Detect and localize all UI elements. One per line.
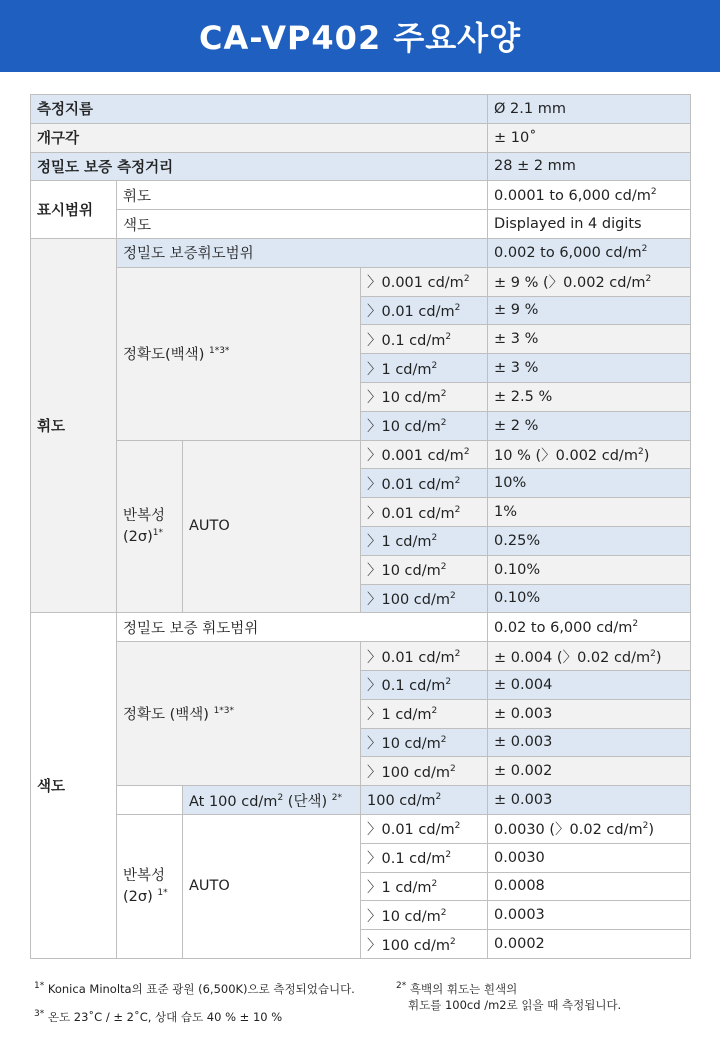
lum-acc-cond: 〉10 $cd/m^2$ bbox=[361, 382, 488, 411]
table-row bbox=[31, 238, 691, 267]
lum-acc-cond: 〉1 $cd/m^2$ bbox=[361, 354, 488, 383]
table-row bbox=[31, 267, 691, 296]
chrom-rep-cond: 〉10 $cd/m^2$ bbox=[361, 901, 488, 930]
chrom-acc-val: ± 0.004 (〉0.02 $cd/m^2$) bbox=[488, 642, 691, 671]
distance-label: 정밀도 보증 측정거리 bbox=[31, 152, 488, 181]
lum-rep-cond: 〉0.01 $cd/m^2$ bbox=[361, 498, 488, 527]
spec-table bbox=[30, 94, 691, 959]
chrom-range-label: 정밀도 보증 휘도범위 bbox=[117, 613, 488, 642]
table-row bbox=[31, 152, 691, 181]
lum-rep-val: 1% bbox=[488, 498, 691, 527]
chrom-mono-cond: 100 $cd/m^2$ bbox=[361, 786, 488, 815]
lum-rep-val: 10 % (〉0.002 $cd/m^2$) bbox=[488, 440, 691, 469]
table-row bbox=[31, 95, 691, 124]
chrom-acc-val: ± 0.004 bbox=[488, 670, 691, 699]
chrom-rep-val: 0.0008 bbox=[488, 872, 691, 901]
chrom-acc-cond: 〉10 $cd/m^2$ bbox=[361, 728, 488, 757]
display-range-label: 표시범위 bbox=[31, 181, 117, 239]
lum-acc-val: ± 9 % bbox=[488, 296, 691, 325]
chrom-acc-val: ± 0.002 bbox=[488, 757, 691, 786]
chrom-repeat-label: 반복성 (2σ) $^{1*}$ bbox=[117, 814, 183, 958]
lum-range-value: 0.002 to 6,000 $cd/m^2$ bbox=[488, 238, 691, 267]
footnote-3: $^{3*}$ 온도 23˚C / ± 2˚C, 상대 습도 40 % ± 10 % bbox=[34, 1009, 283, 1024]
table-row bbox=[31, 123, 691, 152]
lum-acc-cond: 〉0.01 $cd/m^2$ bbox=[361, 296, 488, 325]
chromaticity-section-label: 색도 bbox=[31, 613, 117, 959]
table-row bbox=[31, 642, 691, 671]
aperture-value: Ø 2.1 mm bbox=[488, 95, 691, 124]
lum-repeat-label: 반복성 $(2\sigma)^{1*}$ bbox=[117, 440, 183, 613]
display-chrom-value: Displayed in 4 digits bbox=[488, 210, 691, 239]
chrom-acc-cond: 〉1 $cd/m^2$ bbox=[361, 699, 488, 728]
lum-rep-cond: 〉1 $cd/m^2$ bbox=[361, 526, 488, 555]
chrom-mono-spacer bbox=[117, 786, 183, 815]
chrom-rep-cond: 〉100 $cd/m^2$ bbox=[361, 930, 488, 959]
footnote-1: $^{1*}$ Konica Minolta의 표준 광원 (6,500K)으로 측정되었습니다. bbox=[34, 981, 355, 996]
chrom-acc-cond: 〉0.1 $cd/m^2$ bbox=[361, 670, 488, 699]
lum-acc-cond: 〉10 $cd/m^2$ bbox=[361, 411, 488, 440]
chrom-mono-val: ± 0.003 bbox=[488, 786, 691, 815]
chrom-rep-val: 0.0030 bbox=[488, 843, 691, 872]
lum-rep-cond: 〉0.001 $cd/m^2$ bbox=[361, 440, 488, 469]
lum-acc-val: ± 3 % bbox=[488, 354, 691, 383]
display-chrom-label: 색도 bbox=[117, 210, 488, 239]
angle-label: 개구각 bbox=[31, 123, 488, 152]
lum-rep-val: 10% bbox=[488, 469, 691, 498]
display-lum-value: 0.0001 to 6,000 $cd/m^2$ bbox=[488, 181, 691, 210]
chrom-repeat-mode: AUTO bbox=[183, 814, 361, 958]
chrom-acc-val: ± 0.003 bbox=[488, 699, 691, 728]
table-row bbox=[31, 181, 691, 210]
lum-repeat-mode: AUTO bbox=[183, 440, 361, 613]
luminance-section-label: 휘도 bbox=[31, 238, 117, 612]
angle-value: ± 10˚ bbox=[488, 123, 691, 152]
table-row bbox=[31, 786, 691, 815]
lum-acc-val: ± 3 % bbox=[488, 325, 691, 354]
chrom-mono-label: At 100 $cd/m^2$ (단색) $^{2*}$ bbox=[183, 786, 361, 815]
table-row bbox=[31, 814, 691, 843]
table-row bbox=[31, 210, 691, 239]
lum-rep-cond: 〉0.01 $cd/m^2$ bbox=[361, 469, 488, 498]
lum-acc-val: ± 2 % bbox=[488, 411, 691, 440]
chrom-acc-cond: 〉100 $cd/m^2$ bbox=[361, 757, 488, 786]
display-lum-label: 휘도 bbox=[117, 181, 488, 210]
chrom-rep-cond: 〉0.1 $cd/m^2$ bbox=[361, 843, 488, 872]
chrom-rep-cond: 〉0.01 $cd/m^2$ bbox=[361, 814, 488, 843]
chrom-range-value: 0.02 to 6,000 $cd/m^2$ bbox=[488, 613, 691, 642]
chrom-rep-val: 0.0030 (〉0.02 $cd/m^2$) bbox=[488, 814, 691, 843]
lum-range-label: 정밀도 보증휘도범위 bbox=[117, 238, 488, 267]
page-title: CA-VP402 주요사양 bbox=[198, 19, 521, 57]
aperture-label: 측정지름 bbox=[31, 95, 488, 124]
chrom-rep-cond: 〉1 $cd/m^2$ bbox=[361, 872, 488, 901]
lum-acc-cond: 〉0.001 $cd/m^2$ bbox=[361, 267, 488, 296]
table-row bbox=[31, 613, 691, 642]
table-row bbox=[31, 440, 691, 469]
distance-value: 28 ± 2 mm bbox=[488, 152, 691, 181]
lum-rep-cond: 〉10 $cd/m^2$ bbox=[361, 555, 488, 584]
chrom-rep-val: 0.0002 bbox=[488, 930, 691, 959]
footnote-2: $^{2*}$ 흑백의 휘도는 흰색의 휘도를 100cd /m2로 읽을 때 측정됩니다. bbox=[396, 981, 622, 1012]
lum-rep-val: 0.10% bbox=[488, 555, 691, 584]
lum-accuracy-label: 정확도(백색) $^{1*3*}$ bbox=[117, 267, 361, 440]
lum-acc-val: ± 9 % (〉0.002 $cd/m^2$ bbox=[488, 267, 691, 296]
lum-rep-cond: 〉100 $cd/m^2$ bbox=[361, 584, 488, 613]
chrom-accuracy-label: 정확도 (백색) $^{1*3*}$ bbox=[117, 642, 361, 786]
chrom-rep-val: 0.0003 bbox=[488, 901, 691, 930]
lum-acc-val: ± 2.5 % bbox=[488, 382, 691, 411]
lum-rep-val: 0.25% bbox=[488, 526, 691, 555]
title-banner bbox=[0, 0, 720, 72]
chrom-acc-val: ± 0.003 bbox=[488, 728, 691, 757]
chrom-acc-cond: 〉0.01 $cd/m^2$ bbox=[361, 642, 488, 671]
lum-rep-val: 0.10% bbox=[488, 584, 691, 613]
lum-acc-cond: 〉0.1 $cd/m^2$ bbox=[361, 325, 488, 354]
